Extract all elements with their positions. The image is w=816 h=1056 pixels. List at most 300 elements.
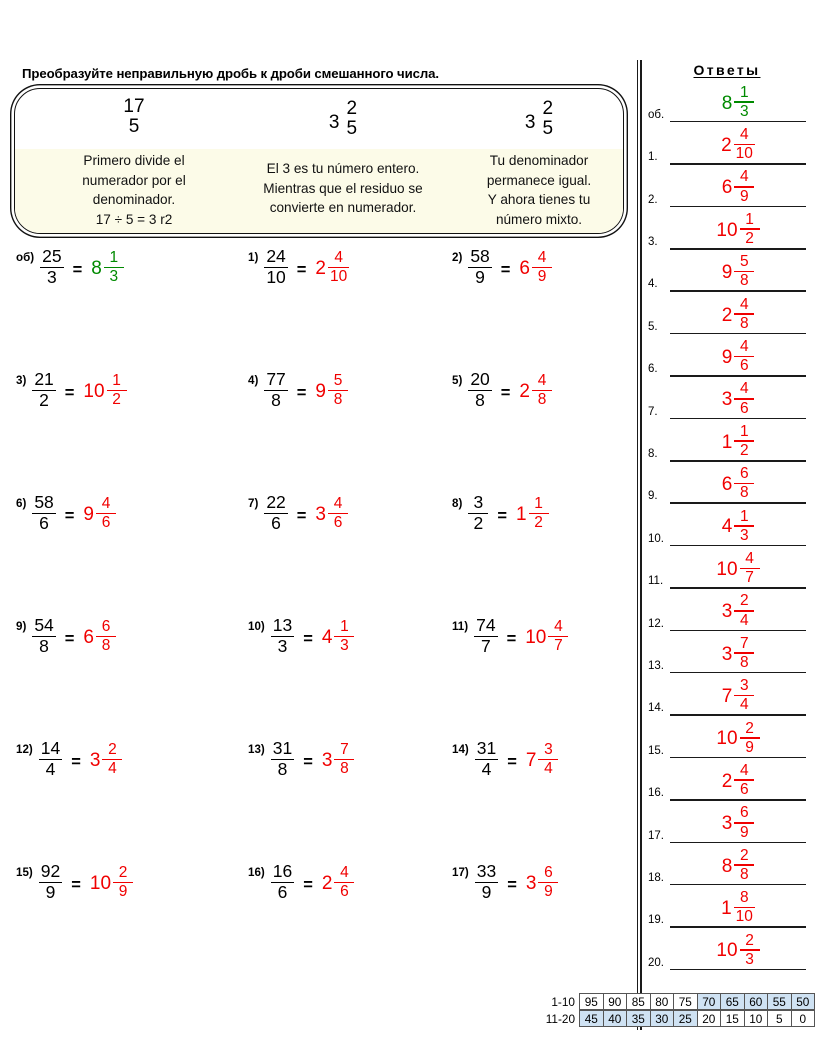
score-cell: 10 xyxy=(744,1010,769,1027)
mixed-whole: 6 xyxy=(721,177,733,199)
answer-row-label: 13. xyxy=(648,659,664,672)
page-title: Преобразуйте неправильную дробь к дроби смешанного числа. xyxy=(22,66,439,81)
score-table xyxy=(527,994,815,1028)
example-fraction-numerator: 17 xyxy=(123,96,145,117)
answer-key-panel xyxy=(648,62,810,970)
fraction-denominator: 3 xyxy=(277,636,288,657)
fraction-denominator: 2 xyxy=(39,390,49,411)
fraction xyxy=(264,494,287,533)
fraction-numerator: 4 xyxy=(739,338,749,356)
fraction xyxy=(529,496,549,531)
answer-row-label: 19. xyxy=(648,914,664,927)
fraction-denominator: 6 xyxy=(333,514,343,532)
example-fraction xyxy=(123,97,144,137)
answer-row-label: 7. xyxy=(648,405,658,418)
fraction-numerator: 74 xyxy=(476,615,496,635)
answer-row-value xyxy=(670,85,806,120)
problem-8 xyxy=(232,494,442,617)
answer-row-value xyxy=(670,593,806,628)
fraction xyxy=(328,496,348,531)
fraction-numerator: 33 xyxy=(476,861,497,881)
fraction-denominator: 9 xyxy=(544,883,553,901)
problem-expression xyxy=(264,371,348,410)
mixed-number xyxy=(722,848,755,883)
fraction-denominator: 8 xyxy=(739,272,749,290)
score-table-row xyxy=(527,994,815,1011)
example-mixed-denominator: 5 xyxy=(346,117,358,139)
answer-row-value xyxy=(670,763,806,798)
fraction xyxy=(102,742,122,777)
mixed-number xyxy=(516,496,549,531)
example-text-line: Y ahora tienes tu xyxy=(487,192,591,207)
example-panel-1 xyxy=(43,89,225,233)
mixed-whole: 8 xyxy=(91,257,102,279)
answer-row-value xyxy=(670,509,806,544)
example-panel-display xyxy=(459,89,619,151)
mixed-number xyxy=(721,890,755,925)
fraction-denominator: 9 xyxy=(481,882,492,903)
score-cell: 35 xyxy=(626,1010,651,1027)
problem-row xyxy=(0,494,632,617)
fraction-denominator: 2 xyxy=(745,230,754,248)
problem-5 xyxy=(232,371,442,494)
fraction xyxy=(32,494,55,533)
answer-row-value xyxy=(670,933,806,968)
answer-row-label: 12. xyxy=(648,617,664,630)
score-range-label: 11-20 xyxy=(545,1012,575,1026)
problem-expression xyxy=(475,863,559,902)
mixed-number xyxy=(83,373,126,408)
fraction-numerator: 4 xyxy=(537,372,547,389)
answer-row-label: 1. xyxy=(648,151,658,164)
mixed-whole: 8 xyxy=(721,92,733,114)
fraction-numerator: 6 xyxy=(739,465,749,483)
answer-row-label: 9. xyxy=(648,490,658,503)
mixed-whole: 3 xyxy=(315,503,326,525)
example-mixed-whole: 3 xyxy=(524,111,536,133)
mixed-whole: 10 xyxy=(716,728,738,750)
example-text-line: Primero divide el xyxy=(83,153,185,168)
fraction-numerator: 92 xyxy=(40,861,61,881)
problem-number: 4) xyxy=(248,374,259,387)
mixed-number xyxy=(315,250,349,285)
equals-sign: = xyxy=(497,507,507,526)
fraction-numerator: 3 xyxy=(473,492,484,512)
problem-18 xyxy=(442,863,632,986)
example-text-line: denominador. xyxy=(92,192,176,207)
answer-row-label: 11. xyxy=(648,575,664,588)
fraction xyxy=(328,373,348,408)
fraction-denominator: 6 xyxy=(739,357,749,375)
fraction-numerator: 4 xyxy=(334,249,343,266)
score-cell: 25 xyxy=(673,1010,698,1027)
fraction xyxy=(475,863,498,902)
fraction-denominator: 9 xyxy=(45,882,56,903)
fraction-denominator: 6 xyxy=(277,882,288,903)
answer-row-label: 8. xyxy=(648,448,658,461)
problem-number: об) xyxy=(16,251,35,264)
fraction-denominator: 10 xyxy=(266,267,286,288)
mixed-number xyxy=(90,865,133,900)
answer-row xyxy=(648,292,810,334)
problem-expression xyxy=(32,494,116,533)
problem-number: 17) xyxy=(452,866,469,879)
mixed-whole: 2 xyxy=(519,380,530,402)
fraction xyxy=(538,865,558,900)
fraction-denominator: 8 xyxy=(739,653,749,671)
fraction xyxy=(334,619,354,654)
fraction-numerator: 13 xyxy=(272,615,293,635)
example-panel-3 xyxy=(459,89,619,233)
fraction-numerator: 58 xyxy=(470,246,490,266)
problem-expression xyxy=(271,617,355,656)
problem-13 xyxy=(0,740,232,863)
mixed-number xyxy=(722,254,755,289)
mixed-whole: 10 xyxy=(716,940,738,962)
mixed-whole: 8 xyxy=(721,855,733,877)
score-cell: 60 xyxy=(744,993,769,1010)
fraction xyxy=(271,863,294,902)
mixed-whole: 3 xyxy=(721,389,733,411)
fraction xyxy=(740,212,760,247)
example-display-value xyxy=(237,99,449,139)
problem-number: 2) xyxy=(452,251,463,264)
answer-row-label: 18. xyxy=(648,871,664,884)
mixed-whole: 10 xyxy=(83,380,105,402)
problem-number: 12) xyxy=(16,743,33,756)
equals-sign: = xyxy=(296,507,307,526)
fraction-denominator: 8 xyxy=(537,391,547,409)
score-cell: 50 xyxy=(791,993,816,1010)
answer-row xyxy=(648,589,810,631)
equals-sign: = xyxy=(507,876,517,895)
problem-number: 15) xyxy=(16,866,33,879)
problem-number: 5) xyxy=(452,374,463,387)
fraction xyxy=(734,636,754,671)
mixed-number xyxy=(322,742,355,777)
fraction xyxy=(468,371,491,410)
problems-grid xyxy=(0,248,632,986)
fraction-numerator: 8 xyxy=(739,889,749,907)
fraction xyxy=(475,740,498,779)
mixed-number xyxy=(722,636,755,671)
equals-sign: = xyxy=(500,384,511,403)
fraction-denominator: 8 xyxy=(475,390,485,411)
score-cells xyxy=(580,1011,815,1028)
answer-row-label: об. xyxy=(648,108,665,121)
score-cell: 65 xyxy=(720,993,745,1010)
example-mixed-whole: 3 xyxy=(328,111,340,133)
fraction-numerator: 2 xyxy=(745,719,754,737)
fraction-denominator: 8 xyxy=(739,865,749,883)
fraction xyxy=(328,250,349,285)
fraction-denominator: 8 xyxy=(271,390,281,411)
fraction-numerator: 6 xyxy=(544,864,553,881)
fraction xyxy=(548,619,568,654)
fraction-denominator: 9 xyxy=(739,823,749,841)
fraction-numerator: 4 xyxy=(739,761,749,779)
problem-14 xyxy=(232,740,442,863)
fraction-numerator: 4 xyxy=(333,495,343,512)
problem-7 xyxy=(0,494,232,617)
fraction-denominator: 8 xyxy=(277,759,288,780)
problem-expression xyxy=(475,740,559,779)
mixed-whole: 1 xyxy=(721,897,732,919)
answer-row xyxy=(648,928,810,970)
answer-row xyxy=(648,758,810,800)
problem-number: 8) xyxy=(452,497,463,510)
fraction-numerator: 2 xyxy=(745,931,754,949)
fraction-numerator: 3 xyxy=(739,677,749,695)
fraction xyxy=(107,373,127,408)
fraction xyxy=(734,593,754,628)
answer-row-value xyxy=(670,339,806,374)
fraction-denominator: 6 xyxy=(340,883,349,901)
mixed-whole: 6 xyxy=(83,626,94,648)
fraction-numerator: 5 xyxy=(739,253,749,271)
fraction-denominator: 6 xyxy=(101,514,111,532)
problem-expression xyxy=(271,740,355,779)
mixed-whole: 2 xyxy=(721,134,732,156)
mixed-number xyxy=(90,742,123,777)
fraction xyxy=(468,494,488,533)
problem-10 xyxy=(0,617,232,740)
answer-row-label: 5. xyxy=(648,320,658,333)
answer-key-rows xyxy=(648,80,810,970)
problem-17 xyxy=(232,863,442,986)
fraction-numerator: 5 xyxy=(333,372,343,389)
answer-row xyxy=(648,462,810,504)
mixed-number xyxy=(722,381,755,416)
problem-expression xyxy=(32,371,126,410)
problem-16 xyxy=(0,863,232,986)
fraction-denominator: 8 xyxy=(39,636,49,657)
fraction-numerator: 6 xyxy=(739,804,749,822)
equals-sign: = xyxy=(303,753,313,772)
answer-row xyxy=(648,122,810,164)
score-cell: 55 xyxy=(767,993,792,1010)
mixed-number xyxy=(722,85,755,120)
example-panel-text xyxy=(43,151,225,229)
answer-row-label: 6. xyxy=(648,363,658,376)
fraction-denominator: 10 xyxy=(330,268,348,286)
mixed-whole: 9 xyxy=(315,380,326,402)
mixed-whole: 6 xyxy=(721,474,733,496)
mixed-number xyxy=(716,212,759,247)
fraction-denominator: 9 xyxy=(475,267,485,288)
fraction-denominator: 6 xyxy=(739,399,749,417)
mixed-whole: 2 xyxy=(721,304,733,326)
answer-row-value xyxy=(670,297,806,332)
equals-sign: = xyxy=(64,507,75,526)
mixed-number xyxy=(526,742,559,777)
answer-row-label: 14. xyxy=(648,702,664,715)
mixed-number xyxy=(322,865,355,900)
mixed-whole: 3 xyxy=(321,749,333,771)
problem-row xyxy=(0,248,632,371)
example-panel-display xyxy=(43,89,225,151)
answer-row xyxy=(648,843,810,885)
answer-row xyxy=(648,504,810,546)
fraction-denominator: 2 xyxy=(112,391,121,409)
problem-number: 10) xyxy=(248,620,265,633)
score-table-row xyxy=(527,1011,815,1028)
fraction-denominator: 2 xyxy=(739,442,749,460)
problem-3 xyxy=(442,248,632,371)
fraction xyxy=(271,617,294,656)
fraction xyxy=(532,373,552,408)
fraction xyxy=(734,85,754,120)
fraction-denominator: 3 xyxy=(745,950,754,968)
fraction-denominator: 9 xyxy=(739,187,749,205)
mixed-number xyxy=(519,250,552,285)
example-fraction-denominator: 5 xyxy=(128,115,140,137)
fraction xyxy=(468,248,491,287)
fraction-numerator: 1 xyxy=(739,507,749,525)
answer-row-value xyxy=(670,890,806,925)
fraction-denominator: 7 xyxy=(554,637,563,655)
answer-row xyxy=(648,885,810,927)
mixed-number xyxy=(91,250,124,285)
fraction-denominator: 4 xyxy=(544,760,553,778)
mixed-number xyxy=(322,619,355,654)
problem-row xyxy=(0,740,632,863)
vertical-divider xyxy=(637,60,642,1030)
fraction xyxy=(734,763,754,798)
fraction xyxy=(96,496,116,531)
problem-15 xyxy=(442,740,632,863)
mixed-number xyxy=(315,373,348,408)
problem-expression xyxy=(264,494,348,533)
fraction xyxy=(334,865,354,900)
fraction-numerator: 4 xyxy=(739,168,749,186)
example-text-line: número mixto. xyxy=(495,211,583,227)
fraction-numerator: 4 xyxy=(554,618,563,635)
mixed-whole: 2 xyxy=(315,257,326,279)
problem-expression xyxy=(32,617,116,656)
fraction xyxy=(734,339,754,374)
example-mixed-fraction xyxy=(543,99,554,139)
fraction xyxy=(734,805,754,840)
mixed-number xyxy=(722,678,755,713)
equals-sign: = xyxy=(71,876,81,895)
mixed-whole: 3 xyxy=(721,601,733,623)
equals-sign: = xyxy=(500,261,511,280)
fraction-denominator: 3 xyxy=(739,102,749,120)
fraction xyxy=(734,678,754,713)
fraction xyxy=(734,297,754,332)
fraction xyxy=(740,551,760,586)
mixed-whole: 2 xyxy=(321,872,333,894)
fraction-numerator: 4 xyxy=(745,550,754,567)
answer-row xyxy=(648,165,810,207)
fraction-numerator: 21 xyxy=(34,369,54,389)
answer-row-value xyxy=(670,169,806,204)
fraction-denominator: 6 xyxy=(739,781,749,799)
problem-number: 13) xyxy=(248,743,265,756)
score-cell: 15 xyxy=(720,1010,745,1027)
answer-row-label: 15. xyxy=(648,744,664,757)
equals-sign: = xyxy=(64,384,75,403)
fraction-denominator: 4 xyxy=(108,760,117,778)
problem-number: 16) xyxy=(248,866,265,879)
example-text-line: El 3 es tu número entero. xyxy=(266,161,420,176)
mixed-whole: 2 xyxy=(721,770,733,792)
fraction-denominator: 6 xyxy=(39,513,49,534)
fraction-denominator: 6 xyxy=(271,513,281,534)
fraction xyxy=(734,848,754,883)
fraction xyxy=(538,742,558,777)
answer-row-value xyxy=(670,721,806,756)
mixed-whole: 10 xyxy=(89,872,112,894)
equals-sign: = xyxy=(71,753,81,772)
answer-write-line[interactable] xyxy=(670,969,806,971)
answer-row-value xyxy=(670,424,806,459)
equals-sign: = xyxy=(72,261,83,280)
example-text-line: permanece igual. xyxy=(486,172,592,188)
fraction-denominator: 2 xyxy=(534,514,543,532)
mixed-whole: 4 xyxy=(321,626,333,648)
equals-sign: = xyxy=(64,630,75,649)
fraction xyxy=(32,371,55,410)
fraction xyxy=(271,740,294,779)
fraction xyxy=(104,250,124,285)
fraction-denominator: 8 xyxy=(340,760,349,778)
equals-sign: = xyxy=(296,384,307,403)
problem-6 xyxy=(442,371,632,494)
problem-number: 14) xyxy=(452,743,469,756)
fraction xyxy=(734,509,754,544)
mixed-number xyxy=(722,169,755,204)
problem-number: 3) xyxy=(16,374,27,387)
fraction xyxy=(734,466,754,501)
fraction-numerator: 4 xyxy=(340,864,349,881)
mixed-number xyxy=(519,373,552,408)
fraction-denominator: 8 xyxy=(333,391,343,409)
fraction-denominator: 4 xyxy=(739,696,749,714)
mixed-number xyxy=(722,424,755,459)
mixed-number xyxy=(722,593,755,628)
mixed-whole: 4 xyxy=(721,516,733,538)
score-cell: 0 xyxy=(791,1010,816,1027)
mixed-whole: 7 xyxy=(721,686,733,708)
answer-row-value xyxy=(670,381,806,416)
fraction-numerator: 1 xyxy=(534,495,543,512)
answer-row-label: 17. xyxy=(648,829,664,842)
fraction xyxy=(96,619,116,654)
fraction xyxy=(474,617,497,656)
fraction-numerator: 2 xyxy=(108,741,117,758)
fraction-denominator: 10 xyxy=(735,908,753,926)
fraction-numerator: 22 xyxy=(266,492,286,512)
fraction-numerator: 77 xyxy=(266,369,286,389)
fraction-numerator: 1 xyxy=(112,372,121,389)
fraction xyxy=(734,890,755,925)
fraction-numerator: 6 xyxy=(101,618,111,635)
fraction-numerator: 7 xyxy=(340,741,349,758)
mixed-whole: 1 xyxy=(515,503,527,525)
fraction xyxy=(532,250,552,285)
mixed-whole: 10 xyxy=(525,626,547,648)
fraction-numerator: 1 xyxy=(340,618,349,635)
mixed-whole: 9 xyxy=(721,346,733,368)
problem-1 xyxy=(0,248,232,371)
fraction-numerator: 4 xyxy=(739,126,749,144)
fraction-denominator: 7 xyxy=(480,636,491,657)
fraction-numerator: 7 xyxy=(739,634,749,652)
problem-expression xyxy=(468,494,548,533)
score-cells xyxy=(580,994,815,1011)
